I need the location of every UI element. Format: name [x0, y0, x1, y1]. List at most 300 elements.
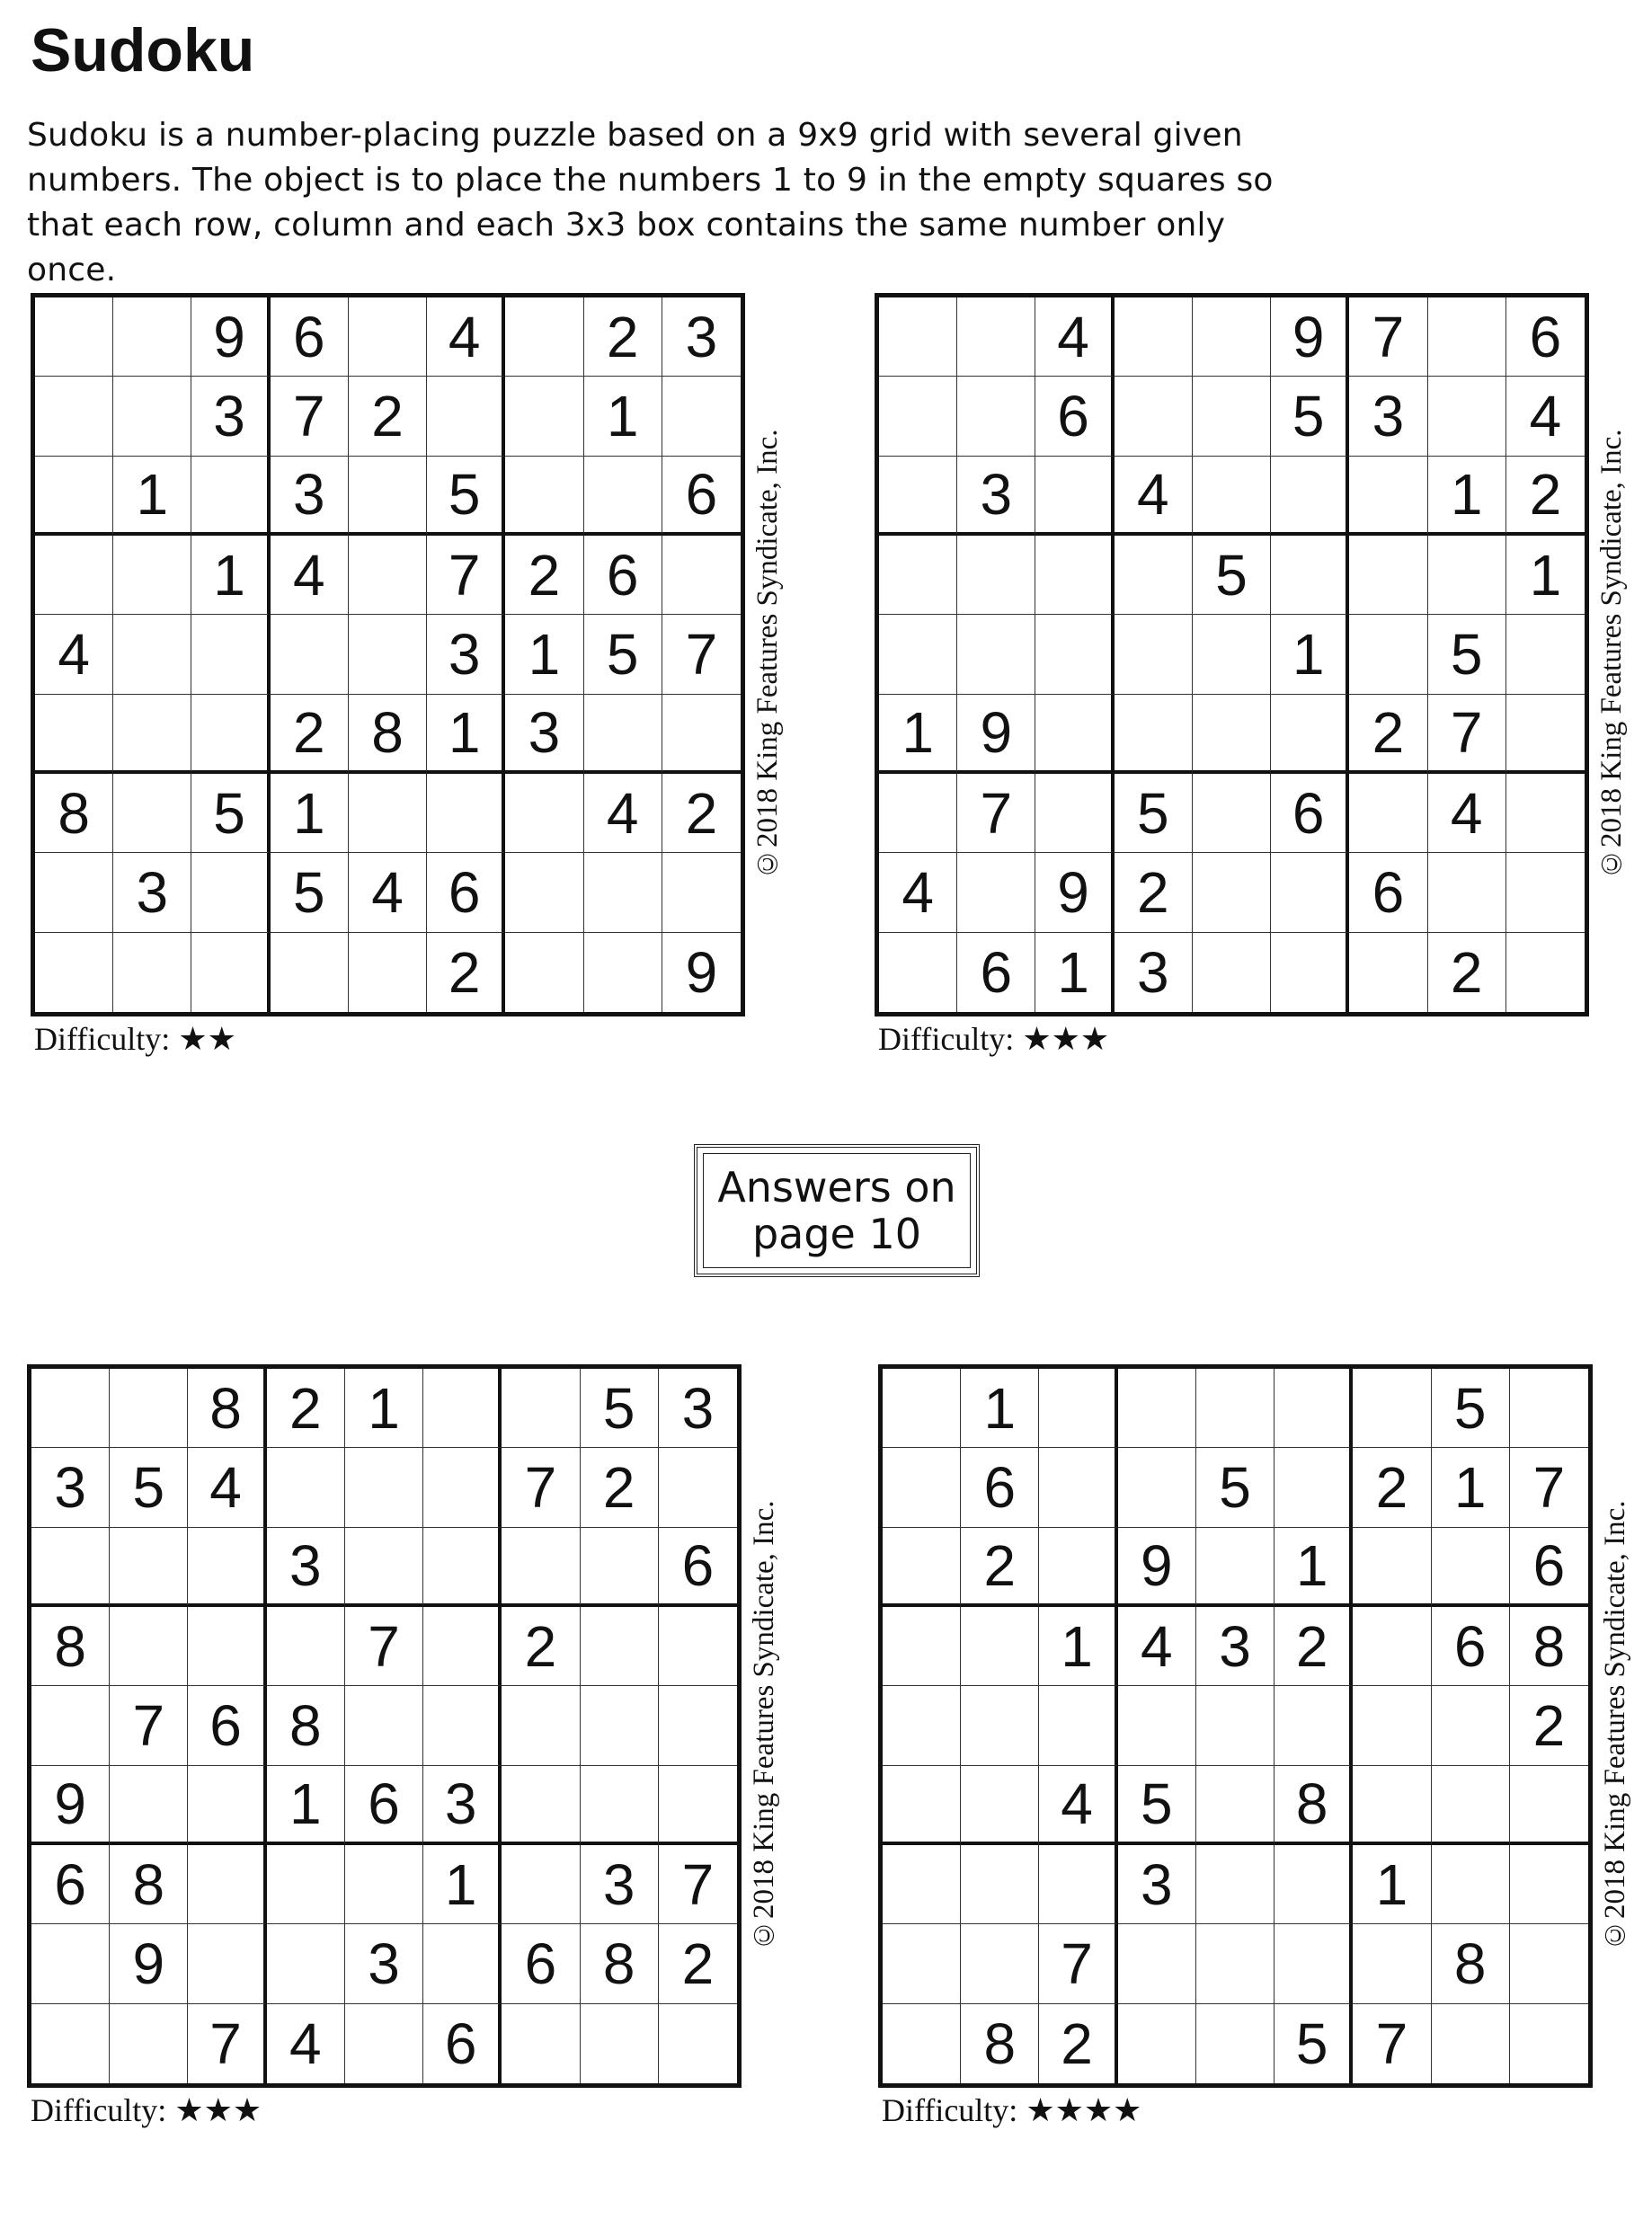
sudoku-cell[interactable]: 7 — [1039, 1924, 1117, 2003]
sudoku-cell[interactable]: 4 — [1039, 1766, 1117, 1845]
sudoku-cell[interactable]: 1 — [267, 1766, 345, 1845]
sudoku-cell[interactable]: 4 — [1428, 774, 1506, 853]
sudoku-cell[interactable] — [961, 1607, 1039, 1686]
sudoku-cell[interactable]: 1 — [505, 615, 583, 694]
sudoku-cell[interactable]: 5 — [427, 457, 505, 536]
sudoku-cell[interactable] — [349, 933, 427, 1012]
sudoku-cell[interactable] — [1115, 536, 1193, 615]
sudoku-cell[interactable]: 4 — [1035, 297, 1114, 377]
sudoku-cell[interactable] — [1349, 457, 1427, 536]
sudoku-cell[interactable]: 3 — [1196, 1607, 1275, 1686]
sudoku-cell[interactable]: 3 — [957, 457, 1035, 536]
sudoku-cell[interactable]: 3 — [191, 377, 270, 456]
sudoku-cell[interactable] — [879, 933, 957, 1012]
sudoku-cell[interactable]: 6 — [427, 853, 505, 932]
sudoku-cell[interactable] — [1039, 1369, 1117, 1448]
sudoku-cell[interactable]: 1 — [1428, 457, 1506, 536]
sudoku-cell[interactable]: 4 — [271, 536, 349, 615]
sudoku-cell[interactable] — [349, 297, 427, 377]
sudoku-cell[interactable] — [1271, 933, 1349, 1012]
sudoku-cell[interactable] — [1510, 1845, 1588, 1924]
sudoku-cell[interactable] — [502, 1845, 580, 1924]
sudoku-cell[interactable]: 8 — [31, 1607, 110, 1686]
sudoku-cell[interactable]: 2 — [581, 1448, 659, 1527]
sudoku-cell[interactable] — [110, 2004, 188, 2083]
sudoku-cell[interactable]: 6 — [1432, 1607, 1510, 1686]
sudoku-cell[interactable] — [581, 2004, 659, 2083]
sudoku-cell[interactable] — [505, 853, 583, 932]
sudoku-cell[interactable]: 4 — [1118, 1607, 1196, 1686]
sudoku-cell[interactable] — [584, 933, 662, 1012]
sudoku-cell[interactable]: 8 — [1275, 1766, 1353, 1845]
sudoku-cell[interactable]: 7 — [1428, 695, 1506, 774]
sudoku-cell[interactable] — [1506, 933, 1585, 1012]
sudoku-cell[interactable]: 7 — [110, 1686, 188, 1765]
sudoku-cell[interactable] — [1193, 933, 1271, 1012]
sudoku-cell[interactable] — [35, 933, 113, 1012]
sudoku-cell[interactable] — [35, 297, 113, 377]
sudoku-cell[interactable] — [1432, 2004, 1510, 2083]
sudoku-cell[interactable] — [1275, 1845, 1353, 1924]
sudoku-cell[interactable]: 8 — [1510, 1607, 1588, 1686]
sudoku-cell[interactable] — [1428, 377, 1506, 456]
sudoku-cell[interactable] — [113, 377, 191, 456]
sudoku-cell[interactable] — [423, 1924, 502, 2003]
sudoku-cell[interactable] — [31, 1686, 110, 1765]
sudoku-cell[interactable]: 9 — [685, 939, 718, 1005]
sudoku-cell[interactable]: 9 — [31, 1766, 110, 1845]
sudoku-cell[interactable]: 1 — [961, 1369, 1039, 1448]
sudoku-cell[interactable] — [110, 1528, 188, 1607]
sudoku-cell[interactable] — [423, 1448, 502, 1527]
sudoku-cell[interactable] — [502, 1686, 580, 1765]
sudoku-cell[interactable]: 4 — [879, 853, 957, 932]
sudoku-cell[interactable]: 3 — [345, 1924, 423, 2003]
sudoku-cell[interactable]: 9 — [1035, 853, 1114, 932]
sudoku-cell[interactable] — [957, 853, 1035, 932]
sudoku-cell[interactable]: 7 — [271, 377, 349, 456]
sudoku-cell[interactable]: 5 — [1118, 1766, 1196, 1845]
sudoku-cell[interactable]: 1 — [584, 377, 662, 456]
sudoku-cell[interactable] — [581, 1607, 659, 1686]
sudoku-cell[interactable]: 6 — [584, 536, 662, 615]
sudoku-cell[interactable] — [31, 1369, 110, 1448]
sudoku-cell[interactable] — [191, 695, 270, 774]
sudoku-cell[interactable]: 3 — [267, 1528, 345, 1607]
sudoku-cell[interactable] — [188, 1607, 266, 1686]
sudoku-cell[interactable] — [502, 2004, 580, 2083]
sudoku-cell[interactable] — [1353, 1924, 1431, 2003]
sudoku-cell[interactable]: 6 — [1506, 297, 1585, 377]
sudoku-cell[interactable] — [1193, 297, 1271, 377]
sudoku-cell[interactable]: 3 — [271, 457, 349, 536]
sudoku-cell[interactable] — [659, 1607, 737, 1686]
sudoku-cell[interactable] — [662, 536, 741, 615]
sudoku-cell[interactable]: 4 — [188, 1448, 266, 1527]
sudoku-cell[interactable] — [961, 1766, 1039, 1845]
sudoku-cell[interactable] — [35, 853, 113, 932]
sudoku-cell[interactable]: 1 — [427, 695, 505, 774]
sudoku-cell[interactable] — [345, 1528, 423, 1607]
sudoku-cell[interactable]: 3 — [505, 695, 583, 774]
sudoku-cell[interactable] — [191, 853, 270, 932]
sudoku-cell[interactable]: 6 — [659, 1528, 737, 1607]
sudoku-cell[interactable] — [1432, 1686, 1510, 1765]
sudoku-cell[interactable] — [427, 774, 505, 853]
sudoku-cell[interactable] — [188, 1845, 266, 1924]
sudoku-cell[interactable]: 3 — [1118, 1845, 1196, 1924]
sudoku-cell[interactable] — [110, 1766, 188, 1845]
sudoku-cell[interactable] — [1275, 1448, 1353, 1527]
sudoku-cell[interactable] — [113, 615, 191, 694]
sudoku-cell[interactable]: 6 — [502, 1924, 580, 2003]
sudoku-cell[interactable] — [505, 774, 583, 853]
sudoku-cell[interactable] — [879, 377, 957, 456]
sudoku-cell[interactable] — [1428, 536, 1506, 615]
sudoku-cell[interactable]: 4 — [35, 615, 113, 694]
sudoku-cell[interactable]: 5 — [581, 1369, 659, 1448]
sudoku-cell[interactable] — [113, 536, 191, 615]
sudoku-cell[interactable] — [1193, 457, 1271, 536]
sudoku-cell[interactable]: 7 — [1510, 1448, 1588, 1527]
sudoku-cell[interactable]: 7 — [659, 1845, 737, 1924]
sudoku-cell[interactable] — [349, 536, 427, 615]
sudoku-cell[interactable] — [1275, 1686, 1353, 1765]
sudoku-cell[interactable]: 7 — [502, 1448, 580, 1527]
sudoku-cell[interactable]: 4 — [267, 2004, 345, 2083]
sudoku-cell[interactable]: 4 — [1506, 377, 1585, 456]
sudoku-cell[interactable]: 2 — [502, 1607, 580, 1686]
sudoku-cell[interactable]: 8 — [961, 2004, 1039, 2083]
sudoku-cell[interactable]: 2 — [271, 695, 349, 774]
sudoku-cell[interactable]: 5 — [191, 774, 270, 853]
sudoku-cell[interactable]: 5 — [271, 853, 349, 932]
sudoku-cell[interactable] — [113, 297, 191, 377]
sudoku-cell[interactable] — [502, 1766, 580, 1845]
sudoku-cell[interactable] — [113, 695, 191, 774]
sudoku-cell[interactable] — [113, 774, 191, 853]
sudoku-cell[interactable]: 1 — [423, 1845, 502, 1924]
sudoku-cell[interactable] — [957, 615, 1035, 694]
sudoku-cell[interactable] — [961, 1845, 1039, 1924]
sudoku-cell[interactable] — [1275, 1369, 1353, 1448]
sudoku-cell[interactable]: 4 — [349, 853, 427, 932]
sudoku-cell[interactable] — [584, 695, 662, 774]
sudoku-cell[interactable] — [1428, 853, 1506, 932]
sudoku-cell[interactable] — [662, 377, 741, 456]
sudoku-cell[interactable]: 6 — [345, 1766, 423, 1845]
sudoku-cell[interactable]: 5 — [1275, 2004, 1353, 2083]
sudoku-cell[interactable] — [267, 1845, 345, 1924]
sudoku-cell[interactable]: 2 — [1115, 853, 1193, 932]
sudoku-cell[interactable]: 2 — [427, 933, 505, 1012]
sudoku-cell[interactable] — [1428, 297, 1506, 377]
sudoku-cell[interactable] — [957, 297, 1035, 377]
sudoku-cell[interactable] — [1035, 615, 1114, 694]
sudoku-cell[interactable]: 3 — [31, 1448, 110, 1527]
sudoku-cell[interactable] — [345, 1686, 423, 1765]
sudoku-cell[interactable]: 8 — [1432, 1924, 1510, 2003]
sudoku-cell[interactable]: 2 — [349, 377, 427, 456]
sudoku-cell[interactable]: 2 — [584, 297, 662, 377]
sudoku-cell[interactable] — [1506, 774, 1585, 853]
sudoku-cell[interactable] — [584, 853, 662, 932]
sudoku-cell[interactable]: 2 — [662, 774, 741, 853]
sudoku-cell[interactable] — [883, 1766, 961, 1845]
sudoku-cell[interactable]: 1 — [1506, 536, 1585, 615]
sudoku-cell[interactable] — [1510, 2004, 1588, 2083]
sudoku-cell[interactable]: 2 — [1039, 2004, 1117, 2083]
sudoku-cell[interactable] — [1115, 695, 1193, 774]
sudoku-cell[interactable] — [662, 853, 741, 932]
sudoku-cell[interactable] — [1115, 377, 1193, 456]
sudoku-cell[interactable] — [271, 615, 349, 694]
sudoku-cell[interactable] — [1349, 933, 1427, 1012]
sudoku-cell[interactable] — [191, 615, 270, 694]
sudoku-cell[interactable]: 5 — [1428, 615, 1506, 694]
sudoku-cell[interactable]: 6 — [1349, 853, 1427, 932]
sudoku-cell[interactable]: 1 — [1035, 933, 1114, 1012]
sudoku-cell[interactable] — [883, 1369, 961, 1448]
sudoku-cell[interactable] — [662, 695, 741, 774]
sudoku-cell[interactable] — [349, 457, 427, 536]
sudoku-cell[interactable] — [659, 1766, 737, 1845]
sudoku-cell[interactable] — [957, 536, 1035, 615]
sudoku-cell[interactable]: 7 — [345, 1607, 423, 1686]
sudoku-cell[interactable]: 3 — [581, 1845, 659, 1924]
sudoku-cell[interactable]: 5 — [110, 1448, 188, 1527]
sudoku-cell[interactable] — [345, 1448, 423, 1527]
sudoku-cell[interactable]: 6 — [1035, 377, 1114, 456]
sudoku-cell[interactable] — [879, 615, 957, 694]
sudoku-cell[interactable]: 2 — [1349, 695, 1427, 774]
sudoku-cell[interactable] — [1115, 615, 1193, 694]
sudoku-cell[interactable]: 6 — [188, 1686, 266, 1765]
sudoku-cell[interactable] — [110, 1369, 188, 1448]
sudoku-cell[interactable] — [961, 1686, 1039, 1765]
sudoku-cell[interactable] — [505, 457, 583, 536]
sudoku-cell[interactable] — [191, 457, 270, 536]
sudoku-cell[interactable] — [1432, 1528, 1510, 1607]
sudoku-cell[interactable] — [883, 1448, 961, 1527]
sudoku-cell[interactable] — [1271, 536, 1349, 615]
sudoku-cell[interactable] — [1196, 2004, 1275, 2083]
sudoku-cell[interactable]: 9 — [110, 1924, 188, 2003]
sudoku-cell[interactable] — [879, 457, 957, 536]
sudoku-cell[interactable] — [1118, 1686, 1196, 1765]
sudoku-cell[interactable]: 6 — [961, 1448, 1039, 1527]
sudoku-cell[interactable] — [31, 2004, 110, 2083]
sudoku-cell[interactable] — [1353, 1528, 1431, 1607]
sudoku-cell[interactable] — [31, 1528, 110, 1607]
sudoku-cell[interactable] — [1196, 1845, 1275, 1924]
sudoku-cell[interactable]: 2 — [659, 1924, 737, 2003]
sudoku-cell[interactable]: 8 — [110, 1845, 188, 1924]
sudoku-cell[interactable] — [1196, 1766, 1275, 1845]
sudoku-cell[interactable]: 1 — [113, 457, 191, 536]
sudoku-cell[interactable] — [31, 1924, 110, 2003]
sudoku-cell[interactable] — [1118, 1924, 1196, 2003]
sudoku-cell[interactable] — [1196, 1686, 1275, 1765]
sudoku-cell[interactable] — [659, 1448, 737, 1527]
sudoku-cell[interactable] — [581, 1766, 659, 1845]
sudoku-cell[interactable] — [1118, 2004, 1196, 2083]
sudoku-cell[interactable] — [188, 1528, 266, 1607]
sudoku-cell[interactable]: 4 — [584, 774, 662, 853]
sudoku-cell[interactable] — [1506, 695, 1585, 774]
sudoku-cell[interactable]: 9 — [957, 695, 1035, 774]
sudoku-cell[interactable] — [191, 933, 270, 1012]
sudoku-cell[interactable] — [1193, 377, 1271, 456]
sudoku-cell[interactable] — [505, 933, 583, 1012]
sudoku-cell[interactable] — [883, 1924, 961, 2003]
sudoku-cell[interactable]: 3 — [427, 615, 505, 694]
sudoku-cell[interactable]: 4 — [1115, 457, 1193, 536]
sudoku-cell[interactable]: 9 — [1271, 297, 1349, 377]
sudoku-cell[interactable]: 1 — [1353, 1845, 1431, 1924]
sudoku-cell[interactable] — [883, 1607, 961, 1686]
sudoku-cell[interactable]: 7 — [188, 2004, 266, 2083]
sudoku-cell[interactable] — [188, 1766, 266, 1845]
sudoku-cell[interactable] — [883, 1528, 961, 1607]
sudoku-cell[interactable] — [1193, 853, 1271, 932]
sudoku-cell[interactable]: 6 — [662, 457, 741, 536]
sudoku-cell[interactable] — [1349, 536, 1427, 615]
sudoku-cell[interactable] — [957, 377, 1035, 456]
sudoku-cell[interactable] — [110, 1607, 188, 1686]
sudoku-cell[interactable]: 5 — [584, 615, 662, 694]
sudoku-cell[interactable] — [349, 615, 427, 694]
sudoku-cell[interactable] — [502, 1369, 580, 1448]
sudoku-cell[interactable] — [423, 1528, 502, 1607]
sudoku-cell[interactable] — [345, 1845, 423, 1924]
sudoku-cell[interactable] — [1432, 1845, 1510, 1924]
sudoku-cell[interactable]: 8 — [267, 1686, 345, 1765]
sudoku-cell[interactable] — [1039, 1845, 1117, 1924]
sudoku-cell[interactable]: 1 — [1432, 1448, 1510, 1527]
sudoku-cell[interactable]: 5 — [1196, 1448, 1275, 1527]
sudoku-cell[interactable] — [1271, 853, 1349, 932]
sudoku-cell[interactable] — [1193, 615, 1271, 694]
sudoku-cell[interactable] — [267, 1448, 345, 1527]
sudoku-cell[interactable] — [1193, 695, 1271, 774]
sudoku-cell[interactable] — [879, 297, 957, 377]
sudoku-cell[interactable] — [1196, 1369, 1275, 1448]
sudoku-cell[interactable]: 3 — [1349, 377, 1427, 456]
sudoku-cell[interactable] — [879, 536, 957, 615]
sudoku-cell[interactable] — [1039, 1686, 1117, 1765]
sudoku-cell[interactable] — [423, 1686, 502, 1765]
sudoku-cell[interactable] — [1349, 774, 1427, 853]
sudoku-cell[interactable]: 4 — [427, 297, 505, 377]
sudoku-cell[interactable] — [423, 1369, 502, 1448]
sudoku-cell[interactable] — [1196, 1924, 1275, 2003]
sudoku-cell[interactable]: 1 — [271, 774, 349, 853]
sudoku-cell[interactable]: 7 — [1353, 2004, 1431, 2083]
sudoku-cell[interactable] — [1353, 1369, 1431, 1448]
sudoku-cell[interactable]: 1 — [1275, 1528, 1353, 1607]
sudoku-cell[interactable] — [505, 377, 583, 456]
sudoku-cell[interactable] — [879, 774, 957, 853]
sudoku-cell[interactable] — [1353, 1766, 1431, 1845]
sudoku-cell[interactable]: 5 — [1432, 1369, 1510, 1448]
sudoku-cell[interactable]: 8 — [35, 774, 113, 853]
sudoku-cell[interactable] — [349, 774, 427, 853]
sudoku-cell[interactable] — [1035, 774, 1114, 853]
sudoku-cell[interactable] — [1118, 1369, 1196, 1448]
sudoku-cell[interactable] — [1506, 615, 1585, 694]
sudoku-cell[interactable]: 3 — [659, 1369, 737, 1448]
sudoku-cell[interactable] — [1353, 1607, 1431, 1686]
sudoku-cell[interactable]: 2 — [961, 1528, 1039, 1607]
sudoku-cell[interactable] — [1035, 457, 1114, 536]
sudoku-cell[interactable]: 1 — [1039, 1607, 1117, 1686]
sudoku-cell[interactable] — [427, 377, 505, 456]
sudoku-cell[interactable] — [1271, 695, 1349, 774]
sudoku-cell[interactable]: 6 — [957, 933, 1035, 1012]
sudoku-cell[interactable] — [659, 1686, 737, 1765]
sudoku-cell[interactable] — [1432, 1766, 1510, 1845]
sudoku-cell[interactable] — [505, 297, 583, 377]
sudoku-cell[interactable]: 2 — [1428, 933, 1506, 1012]
sudoku-cell[interactable] — [1275, 1924, 1353, 2003]
sudoku-cell[interactable] — [1510, 1766, 1588, 1845]
sudoku-cell[interactable] — [961, 1924, 1039, 2003]
sudoku-cell[interactable]: 2 — [1510, 1686, 1588, 1765]
sudoku-cell[interactable]: 6 — [1271, 774, 1349, 853]
sudoku-cell[interactable]: 1 — [1271, 615, 1349, 694]
sudoku-cell[interactable] — [1510, 1924, 1588, 2003]
sudoku-cell[interactable] — [113, 933, 191, 1012]
sudoku-cell[interactable] — [188, 1924, 266, 2003]
sudoku-cell[interactable] — [1115, 297, 1193, 377]
sudoku-cell[interactable]: 8 — [581, 1924, 659, 2003]
sudoku-cell[interactable]: 7 — [957, 774, 1035, 853]
sudoku-cell[interactable]: 1 — [345, 1369, 423, 1448]
sudoku-cell[interactable]: 2 — [505, 536, 583, 615]
sudoku-cell[interactable] — [1349, 615, 1427, 694]
sudoku-cell[interactable]: 8 — [188, 1369, 266, 1448]
sudoku-cell[interactable]: 2 — [267, 1369, 345, 1448]
sudoku-cell[interactable]: 6 — [31, 1845, 110, 1924]
sudoku-cell[interactable] — [345, 2004, 423, 2083]
sudoku-cell[interactable] — [271, 933, 349, 1012]
sudoku-cell[interactable] — [1039, 1448, 1117, 1527]
sudoku-cell[interactable]: 6 — [1510, 1528, 1588, 1607]
sudoku-cell[interactable]: 3 — [423, 1766, 502, 1845]
sudoku-cell[interactable] — [584, 457, 662, 536]
sudoku-cell[interactable] — [883, 1845, 961, 1924]
sudoku-cell[interactable] — [581, 1686, 659, 1765]
sudoku-cell[interactable] — [1035, 536, 1114, 615]
sudoku-cell[interactable]: 7 — [1349, 297, 1427, 377]
sudoku-cell[interactable]: 8 — [349, 695, 427, 774]
sudoku-cell[interactable]: 1 — [191, 536, 270, 615]
sudoku-cell[interactable] — [267, 1607, 345, 1686]
sudoku-cell[interactable]: 3 — [662, 297, 741, 377]
sudoku-cell[interactable]: 7 — [427, 536, 505, 615]
sudoku-cell[interactable] — [1039, 1528, 1117, 1607]
sudoku-cell[interactable]: 5 — [1271, 377, 1349, 456]
sudoku-cell[interactable] — [1035, 695, 1114, 774]
sudoku-cell[interactable] — [1196, 1528, 1275, 1607]
sudoku-cell[interactable] — [267, 1924, 345, 2003]
sudoku-cell[interactable] — [35, 695, 113, 774]
sudoku-cell[interactable] — [35, 377, 113, 456]
sudoku-cell[interactable]: 2 — [1506, 457, 1585, 536]
sudoku-cell[interactable] — [1118, 1448, 1196, 1527]
sudoku-cell[interactable] — [581, 1528, 659, 1607]
